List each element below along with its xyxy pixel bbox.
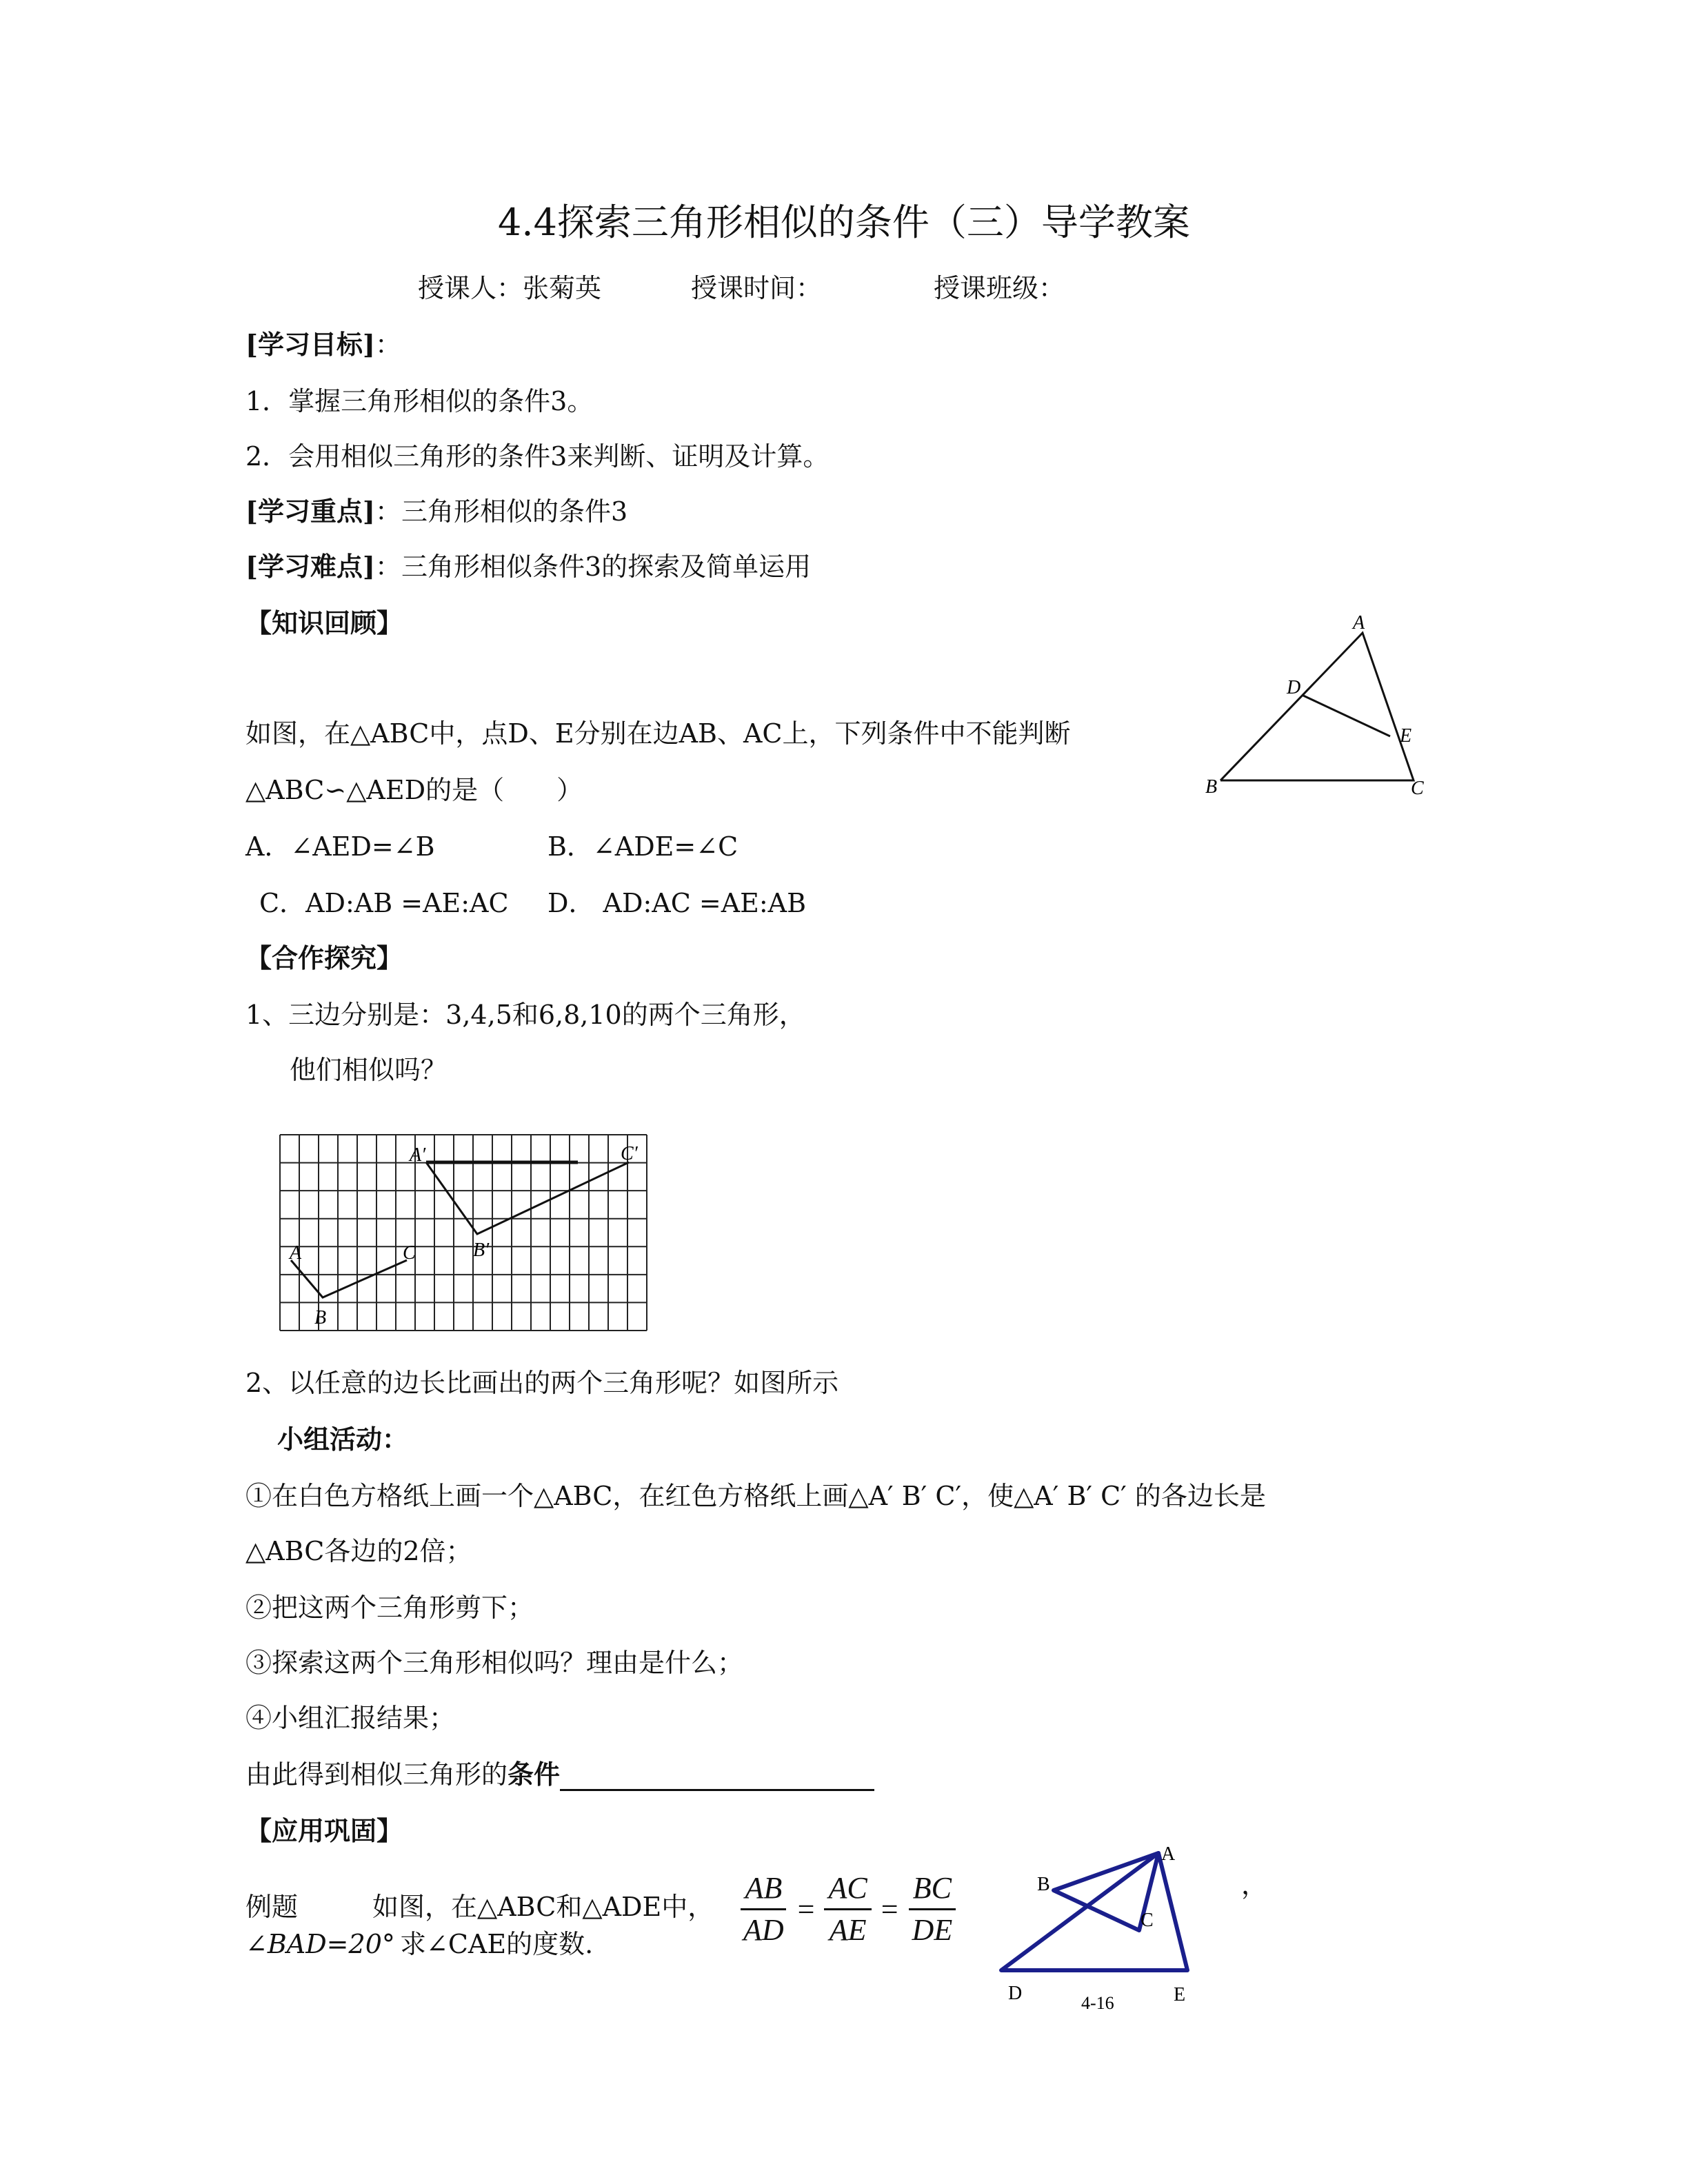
conclusion-blank[interactable] <box>560 1763 874 1791</box>
option-b: B．∠ADE=∠C <box>547 831 738 862</box>
explore-q1-line2: 他们相似吗？ <box>290 1055 448 1085</box>
step1-line1: ①在白色方格纸上画一个△ABC，在红色方格纸上画△A′ B′ C′，使△A′ B′ C′ 的各边长是 <box>245 1481 1266 1511</box>
grid-figure <box>276 1131 652 1337</box>
key-point: [学习重点]：三角形相似的条件3 <box>245 496 628 527</box>
apply-heading: 【应用巩固】 <box>245 1815 403 1846</box>
step1-line2: △ABC各边的2倍； <box>245 1536 472 1566</box>
triangle-abc-small <box>291 1260 407 1297</box>
fraction-ac-ae: $\frac{AC}{AE}$ <box>824 1868 871 1950</box>
review-triangle-figure <box>1200 607 1434 807</box>
review-question-line2: △ABC∽△AED的是（ ） <box>245 775 583 805</box>
fraction-bc-de: $\frac{BC}{DE}$ <box>908 1868 957 1950</box>
grid-label-a: A <box>290 1242 302 1264</box>
grid-lines <box>280 1135 647 1331</box>
explore-heading: 【合作探究】 <box>245 942 403 973</box>
ex-label-a: A <box>1161 1843 1176 1865</box>
grid-label-c2: C′ <box>621 1143 638 1164</box>
ex-label-e: E <box>1174 1984 1186 2005</box>
goal-item-1: 1．掌握三角形相似的条件3。 <box>245 386 594 416</box>
review-question-line1: 如图，在△ABC中，点D、E分别在边AB、AC上，下列条件中不能判断 <box>245 718 1071 749</box>
angle-given: ∠BAD=20° <box>245 1929 395 1959</box>
example-label: 例题 <box>245 1892 299 1922</box>
trailing-comma: ， <box>1241 1870 1268 1900</box>
goals-heading: [学习目标]： <box>245 329 401 360</box>
conclusion-line: 由此得到相似三角形的条件 <box>245 1758 874 1791</box>
page-title: 4.4探索三角形相似的条件（三）导学教案 <box>498 201 1190 244</box>
triangle-abc <box>1220 633 1414 780</box>
label-c: C <box>1411 778 1424 799</box>
option-a: A．∠AED=∠B <box>245 831 435 862</box>
fraction-ab-ad: $\frac{AB}{AD}$ <box>739 1868 788 1950</box>
label-a: A <box>1353 612 1365 634</box>
triangle-abc-large <box>426 1162 629 1234</box>
step4: ④小组汇报结果； <box>245 1703 456 1733</box>
explore-q2: 2、以任意的边长比画出的两个三角形呢？如图所示 <box>245 1368 839 1398</box>
triangle-ade <box>1001 1853 1187 1970</box>
grid-label-b: B <box>314 1307 327 1328</box>
step2: ②把这两个三角形剪下； <box>245 1593 534 1623</box>
example-figure <box>993 1827 1227 2017</box>
grid-label-a2: A′ <box>410 1144 426 1166</box>
option-d: D． AD:AC =AE:AB <box>547 888 807 918</box>
segment-de <box>1302 695 1390 736</box>
explore-q1-line1: 1、三边分别是：3,4,5和6,8,10的两个三角形， <box>245 1000 805 1030</box>
option-c: C．AD:AB =AE:AC <box>259 888 509 918</box>
ex-label-b: B <box>1037 1874 1050 1895</box>
ratio-equation: $\frac{AB}{AD}$ = $\frac{AC}{AE}$ = $\frac{BC}{DE}$ <box>735 1868 961 1950</box>
step3: ③探索这两个三角形相似吗？理由是什么； <box>245 1648 744 1678</box>
time-label: 授课时间： <box>691 273 823 303</box>
ex-label-c: C <box>1141 1910 1154 1931</box>
label-b: B <box>1205 776 1218 798</box>
label-e: E <box>1400 725 1412 747</box>
review-heading: 【知识回顾】 <box>245 607 403 638</box>
label-d: D <box>1287 677 1301 698</box>
teacher-label: 授课人：张菊英 <box>418 273 602 303</box>
difficulty: [学习难点]：三角形相似条件3的探索及简单运用 <box>245 551 812 582</box>
example-text: 如图，在△ABC和△ADE中， <box>372 1892 714 1922</box>
grid-label-b2: B′ <box>473 1240 490 1261</box>
goal-item-2: 2．会用相似三角形的条件3来判断、证明及计算。 <box>245 441 830 472</box>
figure-caption: 4-16 <box>1081 1993 1114 2013</box>
grid-label-c: C <box>403 1242 416 1264</box>
angle-question: 求∠CAE的度数. <box>400 1929 594 1959</box>
ex-label-d: D <box>1008 1983 1023 2004</box>
class-label: 授课班级： <box>934 273 1065 303</box>
group-activity-heading: 小组活动： <box>277 1424 409 1455</box>
